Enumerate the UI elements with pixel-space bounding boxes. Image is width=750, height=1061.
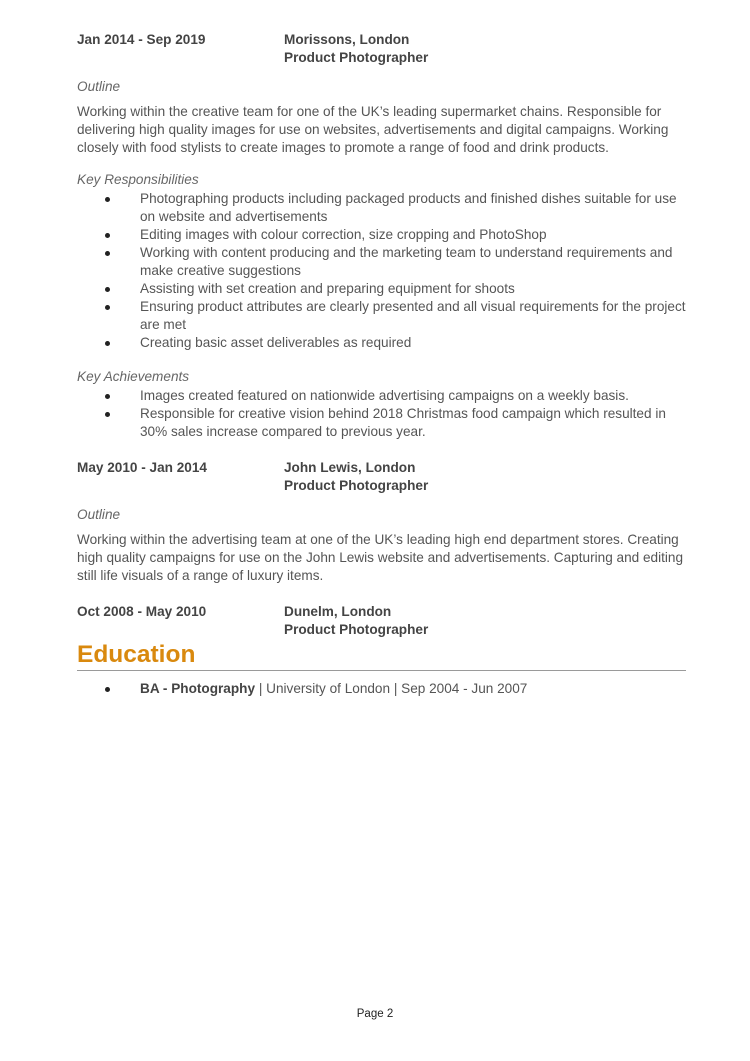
job-header — [77, 603, 687, 639]
list-item: Assisting with set creation and preparing equipment for shoots — [77, 280, 687, 298]
achievements-list — [77, 387, 687, 441]
job-entry — [77, 31, 687, 441]
list-item: Ensuring product attributes are clearly presented and all visual requirements for the project are met — [77, 298, 687, 334]
bullet-icon — [105, 687, 110, 692]
education-heading: Education — [77, 640, 686, 671]
job-outline: Working within the advertising team at one of the UK’s leading high end department stores. Creating high quality campaigns for use on the John Lewis website and advertisements. Capturing and editing still life visuals of a range of luxury items. — [77, 532, 684, 583]
job-dates: May 2010 - Jan 2014 — [77, 460, 207, 475]
bullet-icon — [105, 412, 110, 417]
bullet-icon — [105, 251, 110, 256]
list-item: Working with content producing and the marketing team to understand requirements and make creative suggestions — [77, 244, 687, 280]
bullet-icon — [105, 197, 110, 202]
job-title: Product Photographer — [284, 50, 429, 65]
job-header — [77, 459, 687, 495]
outline-label: Outline — [77, 79, 121, 94]
job-entry — [77, 603, 687, 639]
education-section — [77, 679, 687, 698]
achievements-label: Key Achievements — [77, 369, 190, 384]
job-outline: Working within the creative team for one of the UK’s leading supermarket chains. Responsible for delivering high quality images for use on websites, advertisements and digital campaigns. Working closely with food stylists to create images to promote a range of food and drink products. — [77, 104, 669, 155]
responsibilities-list — [77, 190, 687, 352]
degree: BA - Photography — [140, 681, 256, 696]
bullet-icon — [105, 394, 110, 399]
bullet-icon — [105, 287, 110, 292]
list-item: Creating basic asset deliverables as required — [77, 334, 687, 352]
education-list — [77, 680, 687, 698]
job-dates: Jan 2014 - Sep 2019 — [77, 32, 206, 47]
job-employer: Morissons, London — [284, 32, 410, 47]
list-item: Editing images with colour correction, size cropping and PhotoShop — [77, 226, 687, 244]
job-employer: John Lewis, London — [284, 460, 416, 475]
responsibilities-label: Key Responsibilities — [77, 172, 199, 187]
job-header — [77, 31, 687, 67]
bullet-icon — [105, 305, 110, 310]
bullet-icon — [105, 233, 110, 238]
page-number: Page 2 — [356, 1008, 394, 1020]
job-title: Product Photographer — [284, 478, 429, 493]
list-item: Responsible for creative vision behind 2018 Christmas food campaign which resulted in 30% sales increase compared to previous year. — [77, 405, 687, 441]
list-item: Images created featured on nationwide advertising campaigns on a weekly basis. — [77, 387, 687, 405]
list-item: Photographing products including packaged products and finished dishes suitable for use on website and advertisements — [77, 190, 687, 226]
education-details: | University of London | Sep 2004 - Jun 2007 — [255, 681, 528, 696]
job-entry — [77, 459, 687, 585]
bullet-icon — [105, 341, 110, 346]
experience-section — [77, 31, 687, 639]
job-dates: Oct 2008 - May 2010 — [77, 604, 207, 619]
job-employer: Dunelm, London — [284, 604, 392, 619]
job-title: Product Photographer — [284, 622, 429, 637]
list-item — [77, 680, 687, 698]
outline-label: Outline — [77, 507, 121, 522]
